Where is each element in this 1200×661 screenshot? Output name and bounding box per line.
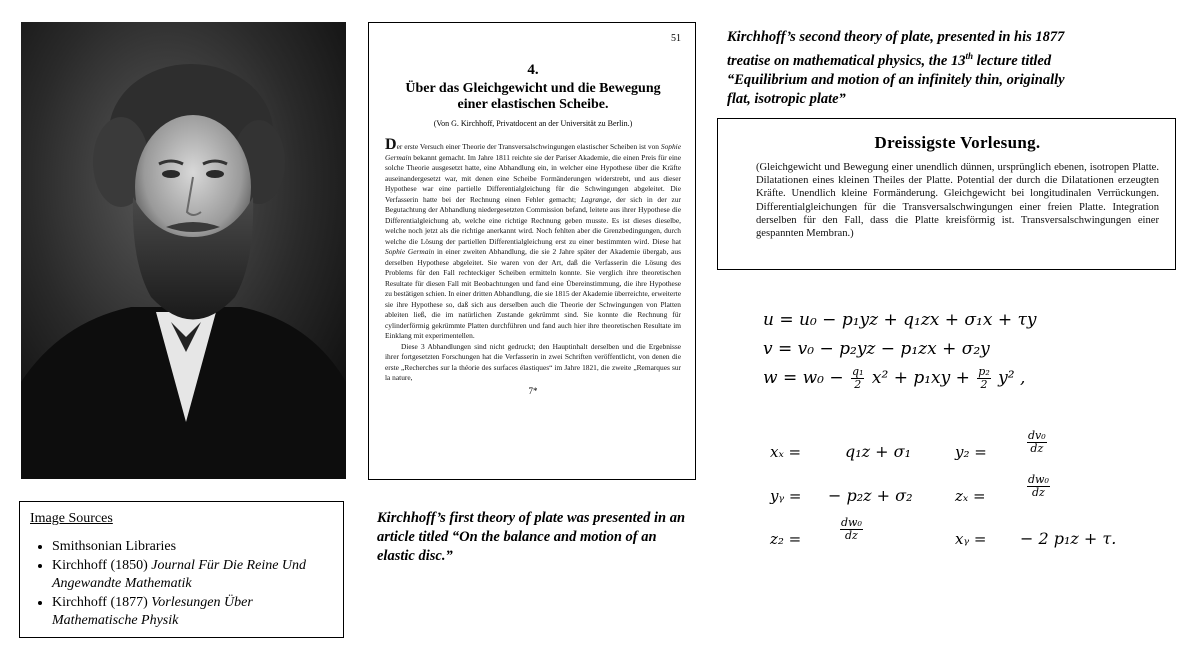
article-paragraph-2: Diese 3 Abhandlungen sind nicht gedruckt; den Hauptinhalt derselben und die Ergebnisse ihrer fortgesetzten Forschungen hat die Verfasserin in zwei Schriften veröffentlicht, von denen die erste „Recherches sur la théorie des surfaces élastiques“ im Jahre 1821, die zweite „Remarques sur la nature, — [385, 341, 681, 382]
article-paragraph-1 — [385, 136, 681, 342]
fraction-denominator: 2 — [980, 378, 988, 391]
fraction-dw0-dz — [840, 517, 863, 542]
source-item — [52, 594, 333, 630]
caption-first-theory: Kirchhoff’s first theory of plate was presented in an article titled “On the balance and motion of an elastic disc.” — [377, 510, 686, 564]
paragraph-text: bekannt gemacht. Im Jahre 1811 reichte sie der Pariser Akademie, die einen Preis für eine solche Theorie ausgesetzt hatte, eine Abhandlung ein, in welcher eine Hypothese über die Kräfte auseinandergesetzt war, mit denen eine Scheibe Formänderungen widerstrebt, und aus dieser Hypothese war eine partielle Differentialgleichung für die Schwingungen abgeleitet. Die Verfasserin hatte bei der Rechnung einen Fehler gemacht; — [385, 152, 681, 204]
fraction-denominator: dz — [1030, 442, 1044, 455]
paragraph-text: er erste Versuch einer Theorie der Transversalschwingungen elastischer Scheiben ist von — [396, 142, 661, 151]
lecture-title: Dreissigste Vorlesung. — [874, 133, 1041, 152]
equation-yz-label: y₂ = — [955, 443, 987, 461]
source-item — [52, 557, 333, 593]
section-number: 4. — [527, 62, 539, 78]
fraction-dw0-dz — [1027, 474, 1050, 499]
name-sophie-germain: Sophie Germain — [385, 142, 681, 162]
equation-v: v = v₀ − p₂yz − p₁zx + σ₂y — [763, 339, 990, 359]
lecture-summary: (Gleichgewicht und Bewegung einer unendlich dünnen, ursprünglich ebenen, isotropen Platte. Dilatationen eines kleinen Theiles der Platte. Potential der durch die Dilatationen erzeugten Kräfte. Unendlich kleine Formänderung. Gleichgewicht bei longitudinalen Verrückungen. Differentialgleichungen für die Transversalschwingungen einer freien Platte. Integration derselben für den Fall, dass die Platte kreisförmig ist. Transversalschwingungen einer gespannten Membran.) — [756, 162, 1159, 240]
equation-part: x² + p₁xy + — [871, 368, 970, 388]
fraction-numerator: q₁ — [852, 365, 864, 378]
equation-yy-rhs: − p₂z + σ₂ — [828, 486, 913, 505]
journal-page-1850 — [368, 22, 696, 480]
equation-part: y² , — [998, 368, 1026, 388]
fraction-p2-over-2 — [977, 366, 990, 391]
fraction-denominator: dz — [1032, 486, 1045, 499]
equation-xy-rhs: − 2 p₁z + τ. — [1020, 529, 1117, 548]
caption-text: lecture titled “Equilibrium and motion of an infinitely thin, originally flat, isotropic plate” — [727, 52, 1065, 107]
image-sources-box — [19, 501, 344, 638]
caption-text: Kirchhoff’s second theory of plate, presented in his 1877 treatise on mathematical physics, the — [727, 29, 1065, 69]
paragraph-text: , der sich in der zur Begutachtung der Abhandlung niedergesetzten Commission befand, leitete aus ihrer Hypothese die Differentialgleichung ab, welche eine richtige Rechnung geben musste. Es ist dieses dieselbe, welche noch jetzt als die richtige anerkannt wird. Noch fehlten aber die Grenzbedingungen, durch welche die Lösung der partiellen Differentialgleichung erst zu einer bestimmten wird. Diese hat — [385, 194, 681, 246]
equation-xx-label: xₓ = — [770, 443, 802, 461]
equation-u: u = u₀ − p₁yz + q₁zx + σ₁x + τy — [763, 310, 1037, 330]
source-item — [52, 538, 333, 556]
fraction-dv0-dz — [1027, 430, 1047, 455]
fraction-q1-over-2 — [851, 366, 864, 391]
paragraph-text: in einer zweiten Abhandlung, die sie 2 Jahre später der Akademie übergab, aus derselben Hypothese abgeleitet. Sie waren von der Art, daß die Verfasserin die Lösung des Problems für den Fall rechteckiger Scheiben ermitteln konnte. Sie verglich ihre theoretischen Resultate für diesen Fall mit Beobachtungen und fand eine Übereinstimmung, die ihre Hypothese zu bestätigen schien. In einer dritten Abhandlung, die sie 1815 der Akademie überreichte, erweiterte sie ihre Hypothese so, daß sich aus derselben auch die Theorie der Schwingungen von Platten ableiten ließ, die im natürlichen Zustande gekrümmt sind. Sie konnte die Rechnung für cylinderförmig gekrümmte Platten durchführen und fand auch hier ihre theoretischen Resultate im Einklang mit experimentellen. — [385, 247, 681, 340]
image-sources-list — [30, 538, 333, 630]
equation-xy-label: xᵧ = — [955, 530, 987, 548]
portrait-illustration — [21, 22, 346, 479]
equation-part: w = w₀ − — [763, 368, 844, 388]
equation-zx-label: zₓ = — [955, 487, 986, 505]
fraction-numerator: dw₀ — [1028, 473, 1049, 486]
source-text: Kirchhoff (1877) — [52, 595, 152, 610]
article-body — [385, 136, 681, 384]
article-title — [385, 81, 681, 113]
source-text: Smithsonian Libraries — [52, 539, 177, 554]
source-title: Journal Für Die Reine Und Angewandte Mathematik — [52, 558, 307, 591]
caption-second-theory — [727, 28, 1067, 109]
drop-cap: D — [385, 136, 397, 153]
page-number: 51 — [671, 33, 681, 44]
equation-zx-rhs — [1025, 474, 1052, 499]
article-title-line2: einer elastischen Scheibe. — [457, 97, 609, 112]
equation-xx-rhs: q₁z + σ₁ — [845, 442, 911, 461]
fraction-numerator: dv₀ — [1028, 429, 1046, 442]
page-footer: 7* — [528, 385, 538, 396]
equation-yy-label: yᵧ = — [770, 487, 802, 505]
source-text: Kirchhoff (1850) — [52, 558, 152, 573]
portrait-photo — [21, 22, 346, 479]
source-title: Vorlesungen Über Mathematische Physik — [52, 595, 253, 628]
caption-ordinal-suffix: th — [965, 51, 973, 61]
fraction-numerator: p₂ — [978, 365, 990, 378]
equation-zz-rhs — [838, 517, 865, 542]
article-title-line1: Über das Gleichgewicht und die Bewegung — [405, 81, 661, 96]
equation-zz-label: z₂ = — [770, 530, 802, 548]
lecture-excerpt — [717, 118, 1176, 270]
name-lagrange: Lagrange — [580, 194, 610, 204]
article-author: (Von G. Kirchhoff, Privatdocent an der Universität zu Berlin.) — [433, 119, 633, 128]
fraction-denominator: 2 — [854, 378, 862, 391]
caption-ordinal: 13 — [950, 52, 966, 69]
fraction-numerator: dw₀ — [841, 516, 862, 529]
image-sources-heading: Image Sources — [30, 511, 113, 526]
fraction-denominator: dz — [845, 529, 858, 542]
equation-w — [763, 366, 1025, 391]
equation-yz-rhs — [1025, 430, 1049, 455]
name-sophie-germain: Sophie Germain — [385, 247, 435, 256]
